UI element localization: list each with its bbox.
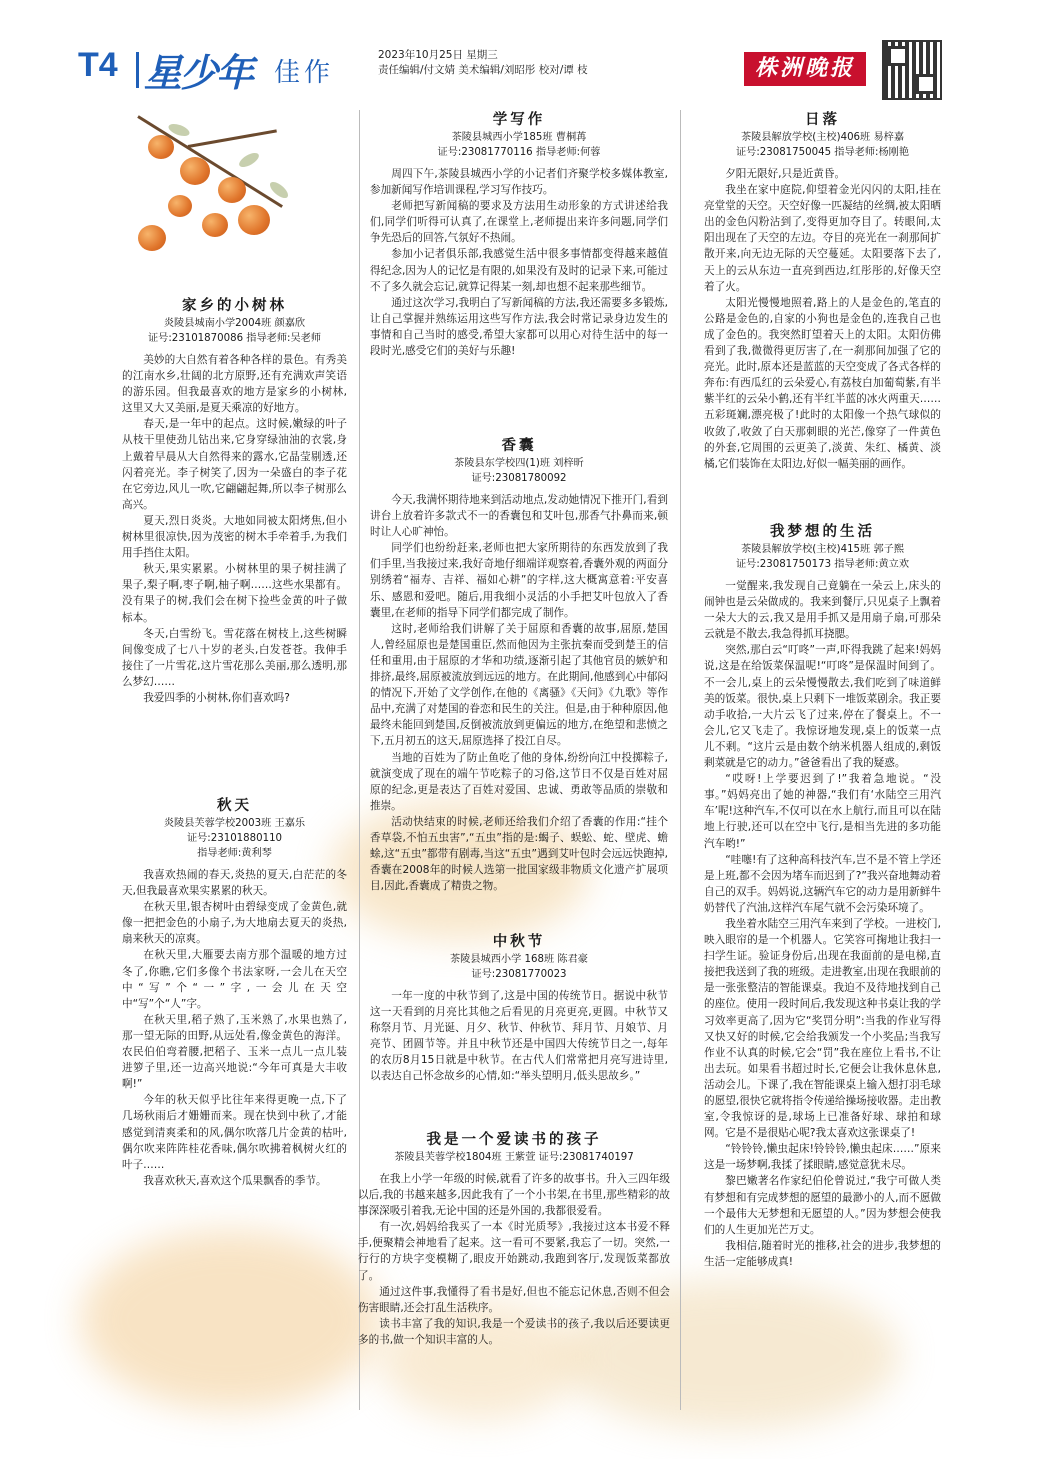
article-paragraph: 参加小记者俱乐部,我感觉生活中很多事情都变得越来越值得纪念,因为人的记忆是有限的,如果没有及时的记录下来,可能过不了多久就会忘记,就算记得某一刻,却也想不起来那些细节。 — [370, 248, 668, 293]
decorative-wash — [80, 1230, 380, 1410]
section-title: 佳作 — [274, 58, 335, 88]
article-paragraph: 美妙的大自然有着各种各样的景色。有秀美的江南水乡,壮阔的北方原野,还有充满欢声笑语的游乐园。但我最喜欢的地方是家乡的小树林,这里又大又美丽,是夏天乘凉的好地方。 — [122, 354, 347, 415]
newspaper-masthead: 株洲晚报 — [744, 52, 866, 86]
article-autumn — [122, 796, 347, 1189]
article-paragraph: 一年一度的中秋节到了,这是中国的传统节日。据说中秋节这一天看到的月亮比其他之后看见的月亮更亮,更圆。中秋节又称祭月节、月光诞、月夕、秋节、仲秋节、拜月节、月娘节、月亮节、团圆节等。并且中秋节还是中国四大传统节日之一,每年的农历8月15日就是中秋节。在古代人们常常把月亮写进诗里,以表达自己怀念故乡的心情,如:“举头望明月,低头思故乡。” — [370, 990, 668, 1083]
editor-credits: 责任编辑/付文婧 美术编辑/刘昭彤 校对/谭 枝 — [378, 64, 588, 76]
article-paragraph: 今天,我满怀期待地来到活动地点,发动她情况下推开门,看到讲台上放着许多款式不一的香囊包和艾叶包,那香气扑鼻而来,顿时让人心旷神怡。 — [370, 494, 668, 539]
header-divider — [136, 52, 139, 88]
article-paragraph: 同学们也纷纷赶来,老师也把大家所期待的东西发放到了我们手里,当我接过来,我好奇地仔细端详观察着,香囊外观的两面分别绣着“福寿、吉祥、福如心耕”的字样,这大概寓意着:平安喜乐、感恩和爱吧。随后,用我细小灵活的小手把艾叶包放入了香囊里,在老师的指导下同学们都完成了制作。 — [370, 542, 668, 619]
persimmon-branch-illustration — [128, 95, 298, 265]
article-paragraph: 老师把写新闻稿的要求及方法用生动形象的方式讲述给我们,同学们听得可认真了,在课堂上,老师提出来许多问题,同学们争先恐后的回答,气氛好不热闹。 — [370, 200, 668, 245]
article-paragraph: 春天,是一年中的起点。这时候,嫩绿的叶子从枝干里使劲儿钻出来,它身穿绿油油的衣裳,身上戴着早晨从大自然得来的露水,它晶莹剔透,还闪着亮光。李子树笑了,因为一朵盛白的李子花在它旁边,风儿一吹,它翩翩起舞,所以李子树那么高兴。 — [122, 418, 347, 511]
article-byline: 茶陵县芙蓉学校1804班 王紫萱 证号:23081740197 — [394, 1152, 634, 1163]
article-paragraph: 有一次,妈妈给我买了一本《时光质琴》,我接过这本书爱不释手,便聚精会神地看了起来。这一看可不要紧,我忘了一切。突然,一行行的方块字变模糊了,眼皮开始跳动,我跑到客厅,发现饭菜都放了。 — [358, 1221, 670, 1282]
article-paragraph: 通过这次学习,我明白了写新闻稿的方法,我还需要多多锻炼,让自己掌握并熟练运用这些写作方法,我会时常记录身边发生的事情和自己当时的感受,希望大家都可以用心对待生活中的每一段时光,感受它们的美好与乐趣! — [370, 296, 668, 358]
article-paragraph: 这时,老师给我们讲解了关于屈原和香囊的故事,屈原,楚国人,曾经屈原也是楚国重臣,然而他因为主张抗秦而受到楚王的信任和重用,由于屈原的才华和功绩,逐渐引起了其他官员的嫉妒和排挤,最终,屈原被流放到远远的地方。在此期间,他感到心中郁闷的情况下,开始了文学创作,在他的《离骚》《天问》《九歌》等作品中,充满了对楚国的眷恋和民生的关注。但是,由于种种原因,他最终未能回到楚国,反倒被流放到更偏远的地方,在绝望和悲愤之下,五月初五的这天,屈原选择了投江自尽。 — [370, 622, 668, 748]
article-paragraph: 活动快结束的时候,老师还给我们介绍了香囊的作用:“挂个香草袋,不怕五虫害”,“五虫”指的是:蝎子、蜈蚣、蛇、壁虎、蟾蜍,这“五虫”都带有剧毒,当这“五虫”遇到艾叶包时会远远快跑掉,香囊在2008年的时候人选第一批国家级非物质文化遗产扩展项目,因此,香囊成了精贵之物。 — [370, 815, 668, 893]
article-byline: 指导老师:黄利琴 — [197, 848, 272, 859]
article-byline: 证号:23101870086 指导老师:吴老师 — [147, 333, 322, 344]
issue-date: 2023年10月25日 星期三 — [378, 49, 498, 61]
article-paragraph: “铃铃铃,懒虫起床!铃铃铃,懒虫起床……”原来这是一场梦啊,我揉了揉眼睛,感觉意犹未尽。 — [704, 1143, 941, 1172]
article-paragraph: 通过这件事,我懂得了看书是好,但也不能忘记休息,否则不但会伤害眼睛,还会打乱生活秩序。 — [358, 1285, 670, 1314]
article-paragraph: 我坐在家中庭院,仰望着金光闪闪的太阳,挂在亮堂堂的天空。天空好像一匹凝结的丝绸,被太阳晒出的金色闪粉沾到了,变得更加夺目了。转眼间,太阳出现在了天空的左边。夺目的亮光在一刹那间扩散开来,向无边无际的天空蔓延。太阳要落下去了,天上的云从东边一直亮到西边,红彤彤的,好像天空着了火。 — [704, 184, 941, 293]
section-brand: 星少年 — [144, 51, 253, 95]
article-paragraph: 一觉醒来,我发现自己竟躺在一朵云上,床头的闹钟也是云朵做成的。我来到餐厅,只见桌子上飘着一朵大大的云,我又是用手抓又是用扇子扇,可那朵云就是不散去,我急得抓耳挠腮。 — [704, 580, 941, 641]
article-title: 学写作 — [492, 111, 546, 128]
article-reading-child — [358, 1130, 670, 1348]
article-paragraph: 我喜欢热闹的春天,炎热的夏天,白茫茫的冬天,但我最喜欢果实累累的秋天。 — [122, 869, 347, 898]
article-byline: 证号:23081750173 指导老师:黄立欢 — [735, 559, 910, 570]
article-paragraph: 冬天,白雪纷飞。雪花落在树枝上,这些树瞬间像变成了七八十岁的老头,白发苍苍。我伸手接住了一片雪花,这片雪花那么美丽,那么透明,那么梦幻…… — [122, 627, 347, 688]
article-title: 家乡的小树林 — [182, 297, 287, 314]
article-paragraph: 太阳光慢慢地照着,路上的人是金色的,笔直的公路是金色的,自家的小狗也是金色的,连我自己也成了金色的。我突然盯望着天上的太阳。太阳仿佛看到了我,微微得更厉害了,在一刹那间加强了它的亮光。此时,原本还是蓝蓝的天空变成了各式各样的奔布:有西瓜红的云朵爱心,有荔枝白加葡萄紫,有半紫半红的云朵小鹤,还有半红半蓝的冰火两重天……五彩斑斓,漂亮极了!此时的太阳像一个热气球似的收敛了,收敛了白天那刺眼的光芒,像穿了一件黄色的外套,它周围的云更美了,淡黄、朱红、橘黄、淡橘,它们装饰在太阳边,好似一幅美丽的画作。 — [704, 296, 941, 470]
article-paragraph: 在秋天里,银杏树叶由碧绿变成了金黄色,就像一把把金色的小扇子,为大地扇去夏天的炎热,扇来秋天的凉爽。 — [122, 901, 347, 946]
page-code: T4 — [78, 46, 118, 84]
article-byline: 证号:23081780092 — [471, 473, 567, 484]
article-title: 我是一个爱读书的孩子 — [426, 1131, 602, 1148]
article-paragraph: 我坐着水陆空三用汽车来到了学校。一进校门,映入眼帘的是一个机器人。它笑容可掬地让我扫一扫学生证。验证身份后,出现在我面前的是电梯,直接把我送到了我的班级。走进教室,出现在我眼前的是一张张整洁的智能课桌。我迫不及待地找到自己的座位。使用一段时间后,我发现这种书桌让我的学习效率更高了,因为它“奖罚分明”:当我的作业写得又快又好的时候,它会给我颁发一个小奖品;当我写作业不认真的时候,它会“罚”我在座位上看书,不让出去玩。如果看书超过时长,它便会让我休息休息,活动会儿。下课了,我在智能课桌上输入想打羽毛球的愿望,很快它就将指令传递给操场接收器。走出教室,令我惊讶的是,球场上已准备好球、球拍和球网。它是不是很贴心呢?我太喜欢这张课桌了! — [704, 917, 941, 1140]
article-paragraph: 我相信,随着时光的推移,社会的进步,我梦想的生活一定能够成真! — [704, 1239, 941, 1268]
article-byline: 茶陵县城西小学 168班 陈君豪 — [450, 954, 588, 965]
article-paragraph: 周四下午,茶陵县城西小学的小记者们齐聚学校多媒体教室,参加新闻写作培训课程,学习写作技巧。 — [370, 168, 668, 197]
article-title: 日落 — [805, 111, 840, 128]
article-dream-life — [704, 522, 941, 1270]
article-paragraph: 夕阳无限好,只是近黄昏。 — [725, 168, 846, 180]
article-byline: 证号:23081770116 指导老师:何蓉 — [437, 147, 601, 158]
article-paragraph: 当地的百姓为了防止鱼吃了他的身体,纷纷向江中投掷粽子,就演变成了现在的端午节吃粽子的习俗,这节日不仅是百姓对屈原的纪念,更是表达了百姓对爱国、忠诚、勇敢等品质的崇敬和推崇。 — [370, 751, 668, 812]
article-byline: 炎陵县芙蓉学校2003班 王嘉乐 — [163, 818, 306, 829]
column-rule — [680, 110, 681, 1410]
article-mid-autumn — [370, 932, 668, 1085]
article-paragraph: “哎呀!上学要迟到了!”我着急地说。“没事。”妈妈亮出了她的神器,“我们有‘水陆空三用汽车’呢!这种汽车,不仅可以在水上航行,而且可以在陆地上行驶,还可以在空中飞行,是相当先进的多功能汽车哟!” — [704, 773, 941, 850]
article-paragraph: 读书丰富了我的知识,我是一个爱读书的孩子,我以后还要读更多的书,做一个知识丰富的人。 — [358, 1317, 670, 1346]
article-paragraph: 今年的秋天似乎比往年来得更晚一点,下了几场秋雨后才姗姗而来。现在快到中秋了,才能感觉到清爽柔和的风,偶尔吹落几片金黄的枯叶,偶尔吹来阵阵桂花香味,偶尔吹拂着枫树火红的叶子…… — [122, 1094, 347, 1171]
article-byline: 证号:23081750045 指导老师:杨刚艳 — [735, 147, 910, 158]
article-sunset — [704, 110, 941, 472]
article-byline: 证号:23101880110 — [186, 833, 283, 844]
article-title: 我梦想的生活 — [770, 523, 875, 540]
article-byline: 茶陵县城西小学185班 曹桐苒 — [451, 132, 587, 143]
article-title: 秋天 — [217, 797, 252, 814]
article-learning-writing — [370, 110, 668, 359]
article-hometown-woods — [122, 296, 347, 706]
article-byline: 证号:23081770023 — [471, 969, 567, 980]
qr-code-icon — [882, 40, 942, 100]
article-byline: 茶陵县解放学校(主校)406班 易梓嘉 — [740, 132, 905, 143]
article-paragraph: 黎巴嫩著名作家纪伯伦曾说过,“我宁可做人类有梦想和有完成梦想的愿望的最渺小的人,而不愿做一个最伟大无梦想和无愿望的人。”因为梦想会使我们的人生更加光芒万丈。 — [704, 1175, 941, 1236]
page-header — [78, 40, 958, 100]
article-paragraph: 秋天,果实累累。小树林里的果子树挂满了果子,梨子啊,枣子啊,柚子啊……这些水果都有。没有果子的树,我们会在树下捡些金黄的叶子做标本。 — [122, 563, 347, 624]
article-paragraph: 在秋天里,稻子熟了,玉米熟了,水果也熟了,那一望无际的田野,从远处看,像金黄色的海洋。农民伯伯弯着腰,把稻子、玉米一点儿一点儿装进箩子里,还一边高兴地说:“今年可真是大丰收啊!” — [122, 1013, 347, 1091]
article-paragraph: 我爱四季的小树林,你们喜欢吗? — [143, 691, 290, 704]
article-title: 香囊 — [501, 437, 537, 454]
article-title: 中秋节 — [492, 933, 546, 950]
article-paragraph: 在秋天里,大雁要去南方那个温暖的地方过冬了,你瞧,它们多像个书法家呀,一会儿在天空中“写”个“一”字,一会儿在天空中“写”个“人”字。 — [122, 949, 347, 1010]
article-sachet — [370, 436, 668, 894]
article-byline: 炎陵县城南小学2004班 颜嘉欣 — [163, 318, 306, 329]
article-paragraph: “哇噻!有了这种高科技汽车,岂不是不管上学还是上班,都不会因为堵车而迟到了?”我兴奋地舞动着自己的双手。妈妈说,这辆汽车它的动力是用新鲜牛奶替代了汽油,这样汽车尾气就不会污染环境了。 — [704, 853, 941, 914]
article-byline: 茶陵县解放学校(主校)415班 郭子熙 — [740, 544, 905, 555]
article-paragraph: 我喜欢秋天,喜欢这个瓜果飘香的季节。 — [143, 1174, 327, 1187]
article-paragraph: 在我上小学一年级的时候,就看了许多的故事书。升入三四年级以后,我的书越来越多,因此我有了一个小书架,在书里,那些精彩的故事深深吸引着我,无论中国的还是外国的,我都很爱看。 — [358, 1173, 670, 1218]
issue-meta — [378, 48, 588, 78]
article-byline: 茶陵县东学校四(1)班 刘梓昕 — [454, 458, 584, 469]
article-paragraph: 突然,那白云“叮咚”一声,吓得我跳了起来!妈妈说,这是在给饭菜保温呢!“叮咚”是保温时间到了。不一会儿,桌上的云朵慢慢散去,我们吃到了味道鲜美的饭菜。很快,桌上只剩下一堆饭菜剧余。我正要动手收拾,一大片云飞了过来,停在了餐桌上。不一会儿,它又飞走了。我惊讶地发现,桌上的饭菜一点儿不剩。“这片云是由数个纳米机器人组成的,剩饭剩菜就是它的动力。”爸爸看出了我的疑惑。 — [704, 644, 941, 770]
article-paragraph: 夏天,烈日炎炎。大地如同被太阳烤焦,但小树林里很凉快,因为茂密的树木手牵着手,为我们用手挡住太阳。 — [122, 514, 347, 560]
